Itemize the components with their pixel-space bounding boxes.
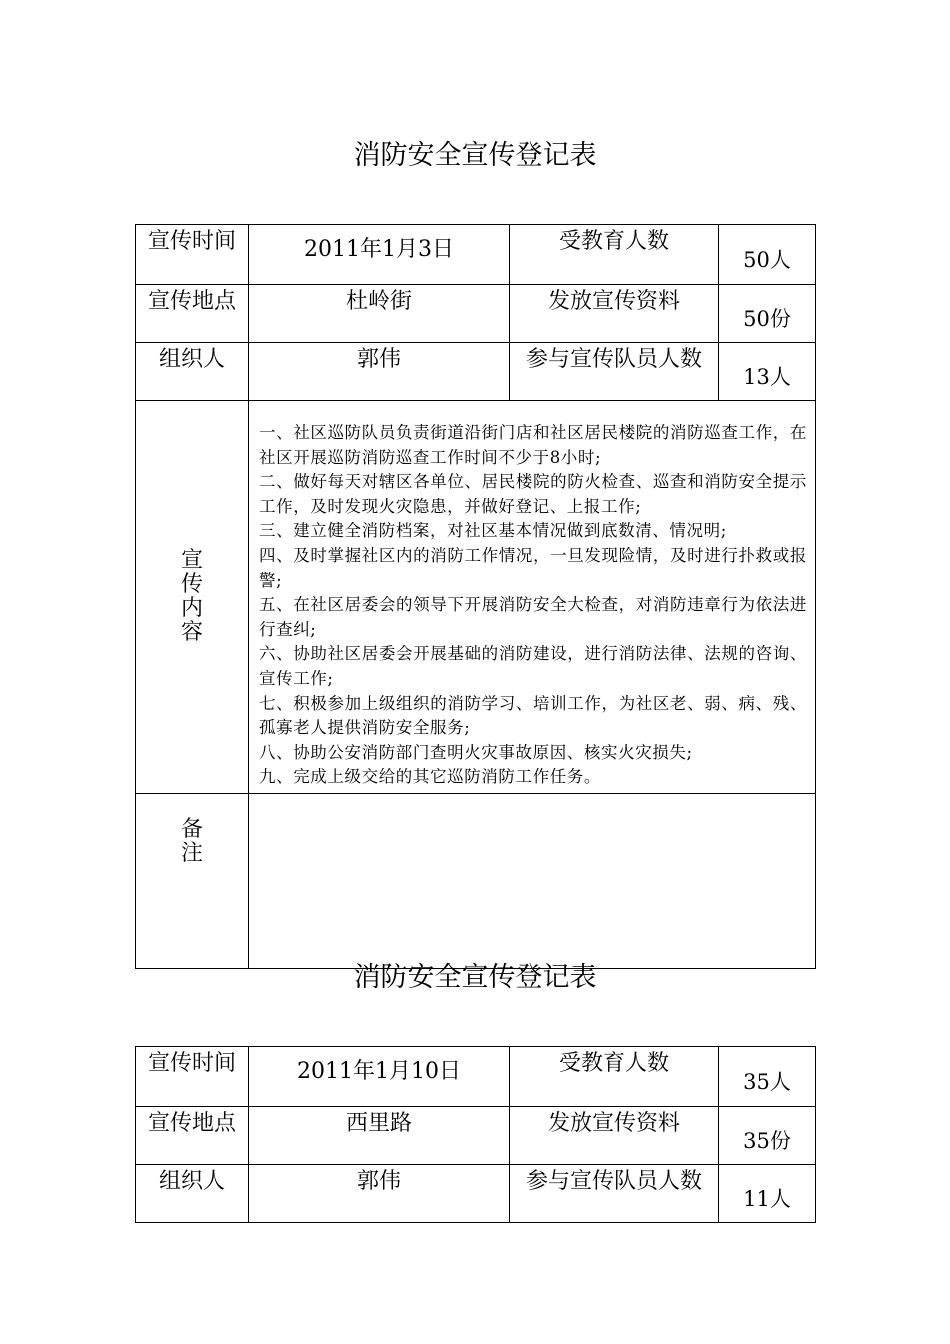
content-line: 七、积极参加上级组织的消防学习、培训工作，为社区老、弱、病、残、孤寡老人提供消防安全服务;: [259, 693, 807, 738]
table-row: [136, 1165, 816, 1223]
table-row: [136, 1107, 816, 1165]
material-value: 35份: [719, 1107, 816, 1165]
place-value: 西里路: [249, 1107, 510, 1165]
material-label: 发放宣传资料: [510, 1107, 719, 1165]
table-row: [136, 343, 816, 401]
content-label-char: 传: [180, 572, 203, 597]
content-line: 一、社区巡防队员负责街道沿街门店和社区居民楼院的消防巡查工作，在社区开展巡防消防巡查工作时间不少于8小时;: [259, 423, 807, 467]
table-row: [136, 1047, 816, 1107]
place-label: 宣传地点: [136, 1107, 249, 1165]
people-label: 受教育人数: [510, 1047, 719, 1107]
table-row: [136, 794, 816, 969]
organizer-value: 郭伟: [249, 1165, 510, 1223]
content-line: 三、建立健全消防档案，对社区基本情况做到底数清、情况明;: [259, 521, 727, 541]
remarks-label: [136, 794, 249, 969]
table-row: [136, 225, 816, 285]
content-line: 九、完成上级交给的其它巡防消防工作任务。: [259, 767, 601, 787]
content-label-char: 宣: [180, 548, 203, 573]
content-line: 二、做好每天对辖区各单位、居民楼院的防火检查、巡查和消防安全提示工作，及时发现火灾隐患，并做好登记、上报工作;: [259, 472, 807, 516]
material-value: 50份: [719, 285, 816, 343]
members-label: 参与宣传队员人数: [510, 343, 719, 401]
content-line: 八、协助公安消防部门查明火灾事故原因、核实火灾损失;: [259, 742, 693, 762]
table-row: [136, 401, 816, 794]
members-value: 11人: [719, 1165, 816, 1223]
place-value: 杜岭街: [249, 285, 510, 343]
organizer-value: 郭伟: [249, 343, 510, 401]
members-label: 参与宣传队员人数: [510, 1165, 719, 1223]
remarks-value: [249, 794, 816, 969]
place-label: 宣传地点: [136, 285, 249, 343]
content-label-char: 内: [180, 596, 203, 621]
content-label-char: 容: [180, 620, 203, 645]
people-label: 受教育人数: [510, 225, 719, 285]
people-value: 35人: [719, 1047, 816, 1107]
remarks-label-char: 注: [180, 841, 203, 866]
time-value: 2011年1月3日: [249, 225, 510, 285]
form-title: 消防安全宣传登记表: [353, 962, 597, 993]
organizer-label: 组织人: [136, 1165, 249, 1223]
organizer-label: 组织人: [136, 343, 249, 401]
time-value: 2011年1月10日: [249, 1047, 510, 1107]
content-label: [136, 401, 249, 794]
content-line: 六、协助社区居委会开展基础的消防建设，进行消防法律、法规的咨询、宣传工作;: [259, 644, 807, 688]
registration-table: [135, 1046, 816, 1223]
time-label: 宣传时间: [136, 225, 249, 285]
registration-table: [135, 224, 816, 969]
table-row: [136, 285, 816, 343]
members-value: 13人: [719, 343, 816, 401]
content-line: 五、在社区居委会的领导下开展消防安全大检查，对消防违章行为依法进行查纠;: [259, 595, 807, 639]
people-value: 50人: [719, 225, 816, 285]
material-label: 发放宣传资料: [510, 285, 719, 343]
form-title: 消防安全宣传登记表: [353, 140, 597, 171]
remarks-label-char: 备: [180, 817, 203, 842]
content-text: [249, 401, 816, 794]
time-label: 宣传时间: [136, 1047, 249, 1107]
content-line: 四、及时掌握社区内的消防工作情况，一旦发现险情，及时进行扑救或报警;: [259, 545, 807, 590]
